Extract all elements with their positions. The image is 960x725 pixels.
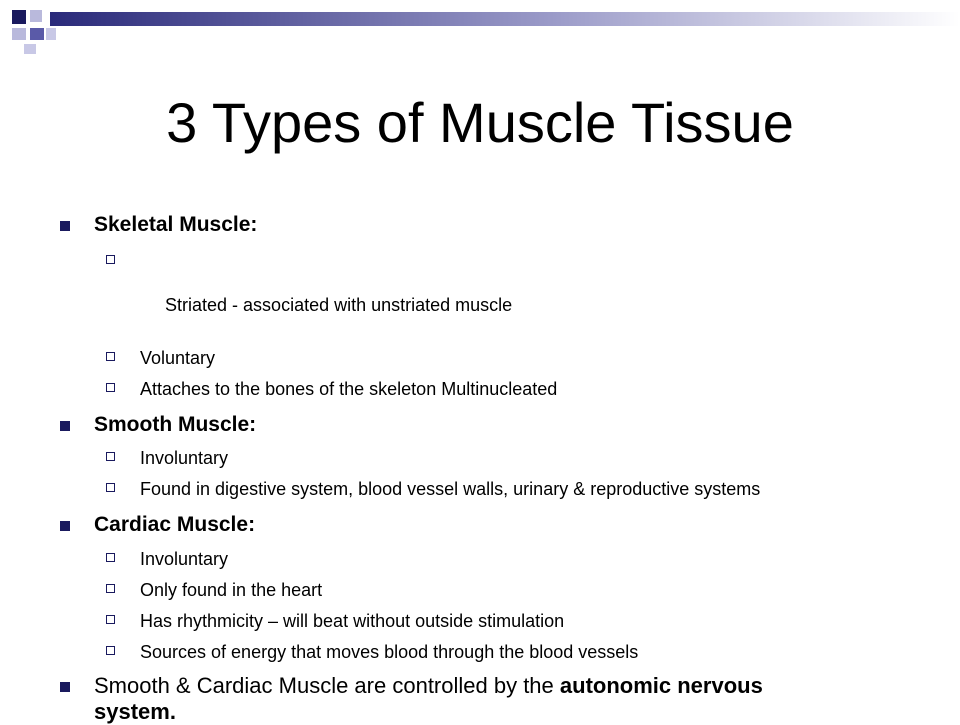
list-item: Involuntary	[60, 447, 940, 469]
section-skeletal-heading: Skeletal Muscle:	[60, 212, 940, 238]
square-bullet-icon	[60, 221, 70, 231]
hollow-square-bullet-icon	[106, 483, 115, 492]
square-bullet-icon	[60, 421, 70, 431]
hollow-square-bullet-icon	[106, 553, 115, 562]
list-item: Sources of energy that moves blood through the blood vessels	[60, 641, 940, 663]
summary-bullet: Smooth & Cardiac Muscle are controlled by the autonomic nervous system.	[60, 673, 814, 725]
slide-body	[60, 212, 940, 725]
list-item: Involuntary	[60, 548, 940, 570]
hollow-square-bullet-icon	[106, 383, 115, 392]
hollow-square-bullet-icon	[106, 615, 115, 624]
list-item: Attaches to the bones of the skeleton Multinucleated	[60, 378, 560, 400]
list-item: Striated - associated with unstriated muscle	[60, 250, 940, 338]
square-bullet-icon	[60, 682, 70, 692]
hollow-square-bullet-icon	[106, 352, 115, 361]
list-item: Found in digestive system, blood vessel walls, urinary & reproductive systems	[60, 478, 900, 500]
list-item: Voluntary	[60, 347, 940, 369]
header-decoration	[0, 0, 960, 60]
hollow-square-bullet-icon	[106, 255, 115, 264]
section-cardiac-heading: Cardiac Muscle:	[60, 512, 940, 538]
hollow-square-bullet-icon	[106, 452, 115, 461]
square-bullet-icon	[60, 521, 70, 531]
list-item: Only found in the heart	[60, 579, 940, 601]
hollow-square-bullet-icon	[106, 584, 115, 593]
section-smooth-heading: Smooth Muscle:	[60, 412, 940, 438]
list-item: Has rhythmicity – will beat without outside stimulation	[60, 610, 940, 632]
hollow-square-bullet-icon	[106, 646, 115, 655]
slide-title: 3 Types of Muscle Tissue	[166, 91, 794, 154]
